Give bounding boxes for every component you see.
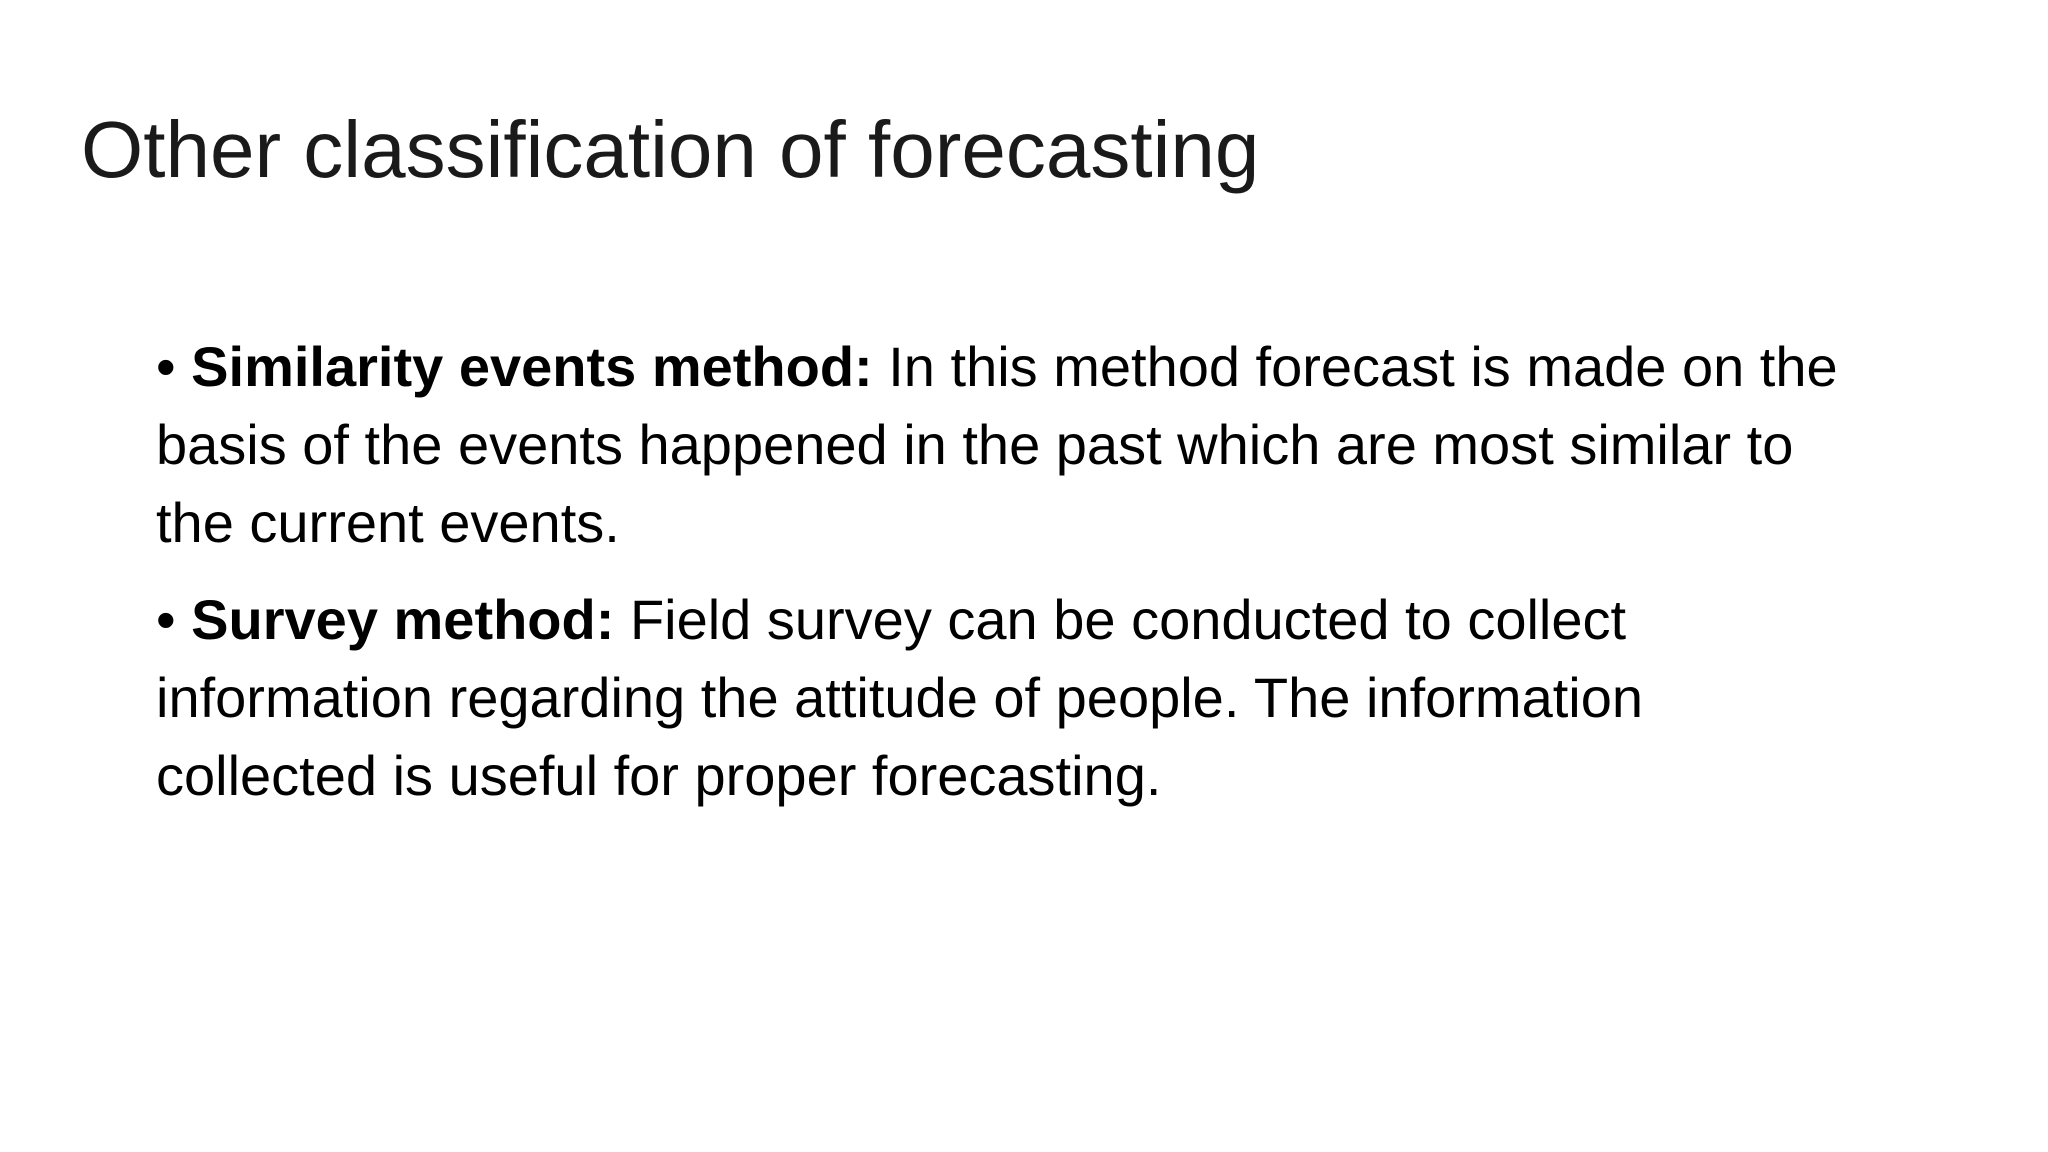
bullet-list	[156, 328, 1876, 834]
bullet-marker: •	[156, 335, 176, 398]
bullet-text: In this method forecast is made on the basis of the events happened in the past which are most similar to the current events.	[156, 335, 1838, 554]
bullet-term: Survey method:	[191, 588, 615, 651]
bullet-term: Similarity events method:	[191, 335, 873, 398]
slide-title: Other classification of forecasting	[81, 105, 1260, 194]
bullet-marker: •	[156, 588, 176, 651]
bullet-item-similarity-events	[156, 328, 1876, 562]
bullet-item-survey-method	[156, 581, 1876, 815]
bullet-text: Field survey can be conducted to collect information regarding the attitude of people. The information collected is useful for proper forecasting.	[156, 588, 1644, 807]
